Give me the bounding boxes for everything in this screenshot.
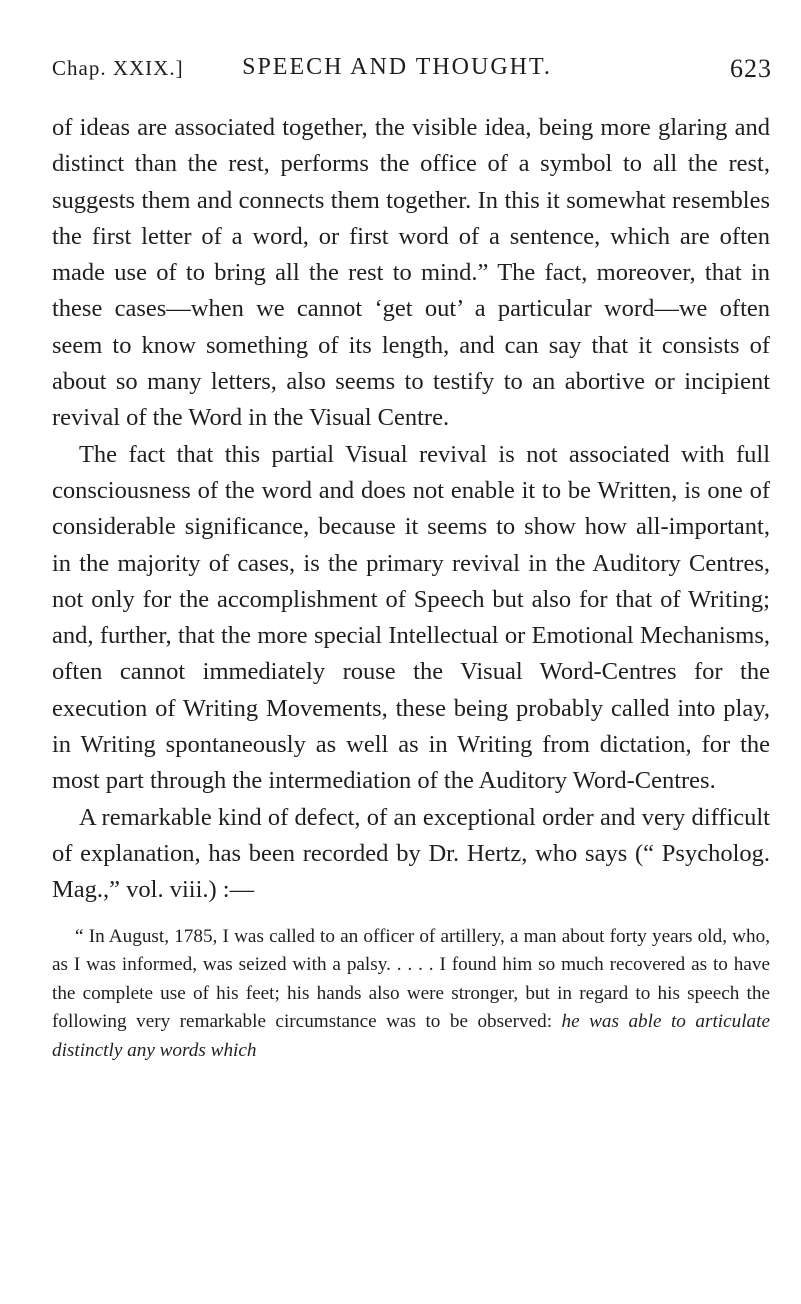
running-title: SPEECH AND THOUGHT. [242, 54, 552, 80]
paragraph: The fact that this partial Visual revival is not associated with full consciousness of the word and does not enable it to be Written, is one of considerable significance, because it seems to show how all-important, in the majority of cases, is the primary revival in the Auditory Centres, not only for the accomplishment of Speech but also for that of Writing; and, further, that the more special Intellectual or Emotional Mechanisms, often cannot immediately rouse the Visual Word-Centres for the execution of Writing Movements, these being probably called into play, in Writing spontaneously as well as in Writing from dictation, for the most part through the intermediation of the Auditory Word-Centres. [52, 440, 770, 795]
chapter-label: Chap. XXIX.] [52, 56, 184, 80]
quote-italic-text: he was able to articulate distinctly any words which [52, 1011, 770, 1061]
paragraph-continued: of ideas are associated together, the visible idea, being more glaring and distinct than the rest, performs the office of a symbol to all the rest, suggests them and connects them together. In this it somewhat resembles the first letter of a word, or first word of a sentence, which are often made use of to bring all the rest to mind.” The fact, moreover, that in these cases—when we cannot ‘get out’ a particular word—we often seem to know something of its length, and can say that it consists of about so many letters, also seems to testify to an abortive or incipient revival of the Word in the Visual Centre. [52, 114, 770, 432]
body-text [52, 110, 770, 1066]
block-quote [52, 923, 770, 1066]
paragraph: A remarkable kind of defect, of an exceptional order and very difficult of explanation, has been recorded by Dr. Hertz, who says (“ Psycholog. Mag.,” vol. viii.) :— [52, 803, 770, 904]
running-head [52, 54, 772, 94]
quote-text: “ In August, 1785, I was called to an officer of artillery, a man about forty years old, who, as I was informed, was seized with a palsy. . . . . I found him so much recovered as to have the complete use of his feet; his hands also were stronger, but in regard to his speech the following very remarkable circumstance was to be observed: [52, 925, 770, 1033]
page-number: 623 [730, 54, 772, 83]
